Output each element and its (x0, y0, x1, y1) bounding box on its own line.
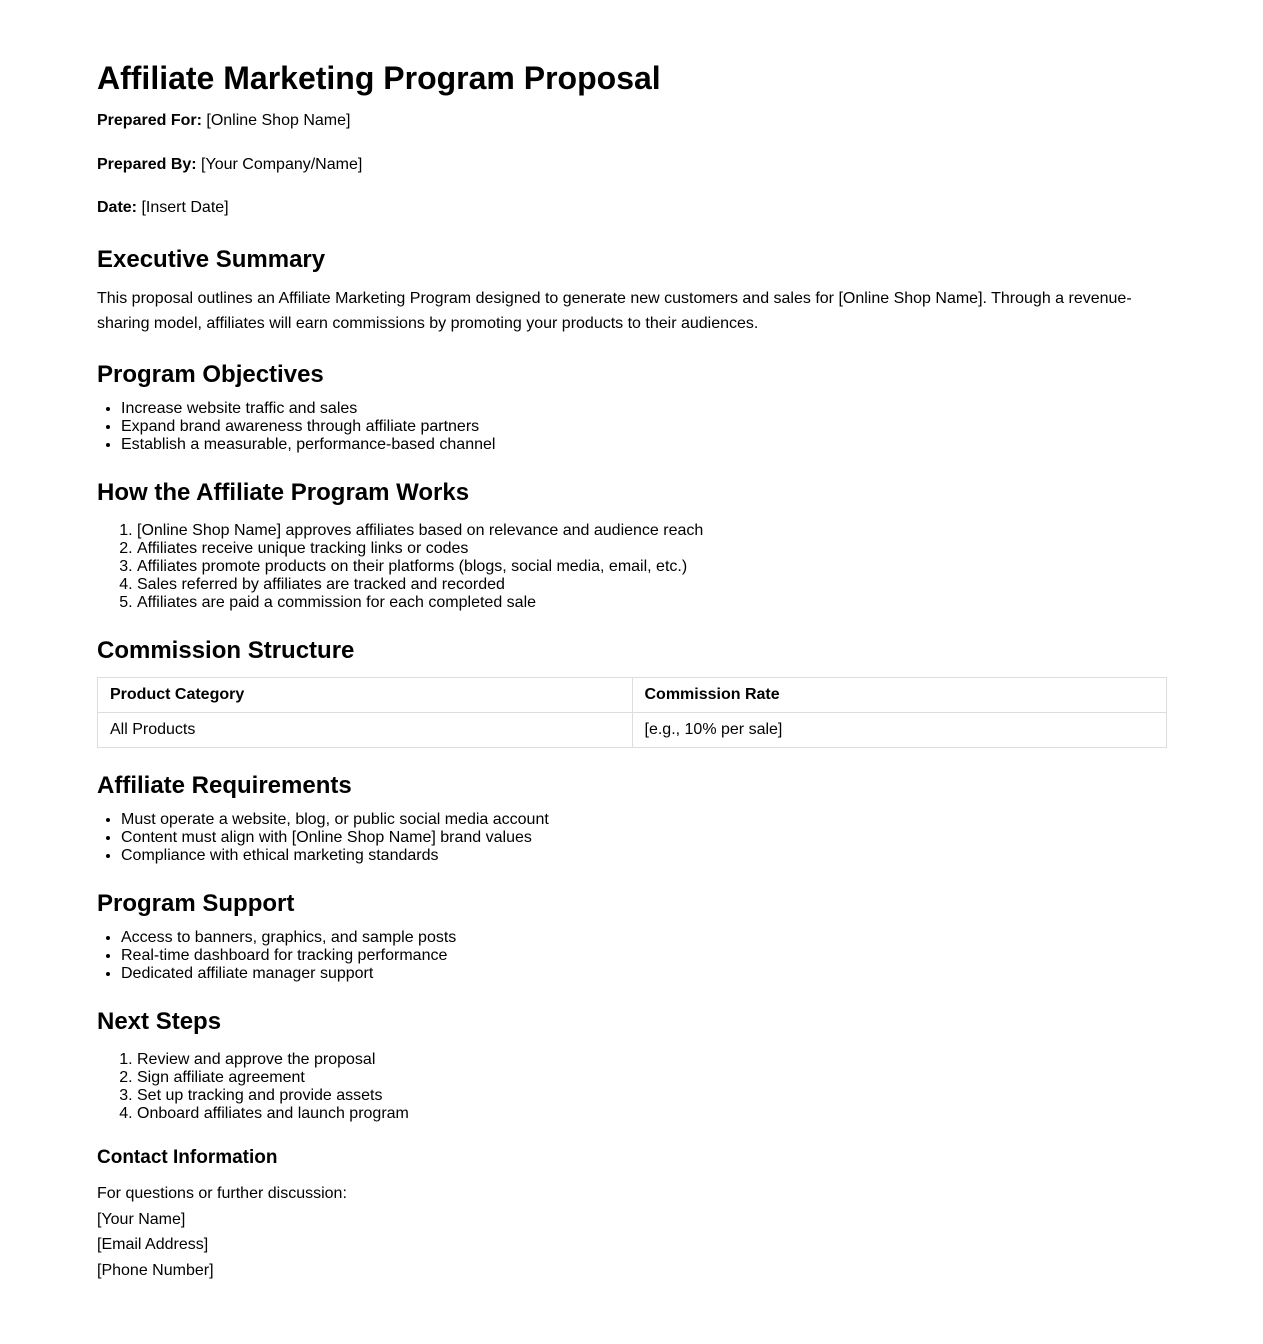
column-header-commission-rate: Commission Rate (632, 678, 1167, 713)
table-row (98, 713, 1167, 748)
page-title: Affiliate Marketing Program Proposal (97, 60, 661, 96)
table-cell: [e.g., 10% per sale] (632, 713, 1167, 748)
contact-email: [Email Address] (97, 1236, 209, 1253)
requirements-heading: Affiliate Requirements (97, 772, 352, 799)
prepared-for-value: [Online Shop Name] (201, 112, 351, 129)
contact-heading: Contact Information (97, 1147, 278, 1168)
objectives-list (97, 400, 495, 454)
how-it-works-list (97, 522, 703, 612)
list-item: • Real-time dashboard for tracking performance (121, 947, 456, 965)
list-item: • Establish a measurable, performance-based channel (121, 436, 495, 454)
commission-heading: Commission Structure (97, 637, 355, 664)
date-line (97, 198, 229, 218)
table-cell: All Products (98, 713, 633, 748)
list-item: 1. [Online Shop Name] approves affiliates based on relevance and audience reach (137, 522, 703, 540)
list-item: • Expand brand awareness through affiliate partners (121, 418, 495, 436)
list-item: 4. Sales referred by affiliates are tracked and recorded (137, 576, 703, 594)
how-it-works-heading: How the Affiliate Program Works (97, 479, 470, 506)
prepared-by-line (97, 155, 362, 175)
next-steps-list (97, 1051, 409, 1123)
executive-summary-text: This proposal outlines an Affiliate Marketing Program designed to generate new customers and sales for [Online Shop Name]. Through a revenue-sharing model, affiliates will earn commissions by promoting your products to their audiences. (97, 290, 1132, 332)
list-item: 2. Affiliates receive unique tracking links or codes (137, 540, 703, 558)
list-item: • Increase website traffic and sales (121, 400, 495, 418)
date-label: Date: (97, 199, 138, 216)
prepared-by-value: [Your Company/Name] (196, 156, 363, 173)
prepared-for-label: Prepared For: (97, 112, 202, 129)
executive-summary-heading: Executive Summary (97, 246, 326, 273)
list-item: • Access to banners, graphics, and sample posts (121, 929, 456, 947)
contact-name: [Your Name] (97, 1211, 186, 1228)
support-list (97, 929, 456, 983)
commission-table (97, 677, 1167, 748)
contact-intro: For questions or further discussion: (97, 1185, 347, 1202)
requirements-list (97, 811, 549, 865)
date-value: [Insert Date] (137, 199, 229, 216)
objectives-heading: Program Objectives (97, 361, 324, 388)
list-item: 3. Set up tracking and provide assets (137, 1087, 409, 1105)
prepared-by-label: Prepared By: (97, 156, 197, 173)
list-item: 5. Affiliates are paid a commission for each completed sale (137, 594, 703, 612)
list-item: • Must operate a website, blog, or public social media account (121, 811, 549, 829)
list-item: 2. Sign affiliate agreement (137, 1069, 409, 1087)
prepared-for-line (97, 111, 350, 131)
contact-phone: [Phone Number] (97, 1262, 214, 1279)
list-item: 1. Review and approve the proposal (137, 1051, 409, 1069)
next-steps-heading: Next Steps (97, 1008, 222, 1035)
list-item: 3. Affiliates promote products on their platforms (blogs, social media, email, etc.) (137, 558, 703, 576)
list-item: • Compliance with ethical marketing standards (121, 847, 549, 865)
list-item: • Content must align with [Online Shop Name] brand values (121, 829, 549, 847)
list-item: 4. Onboard affiliates and launch program (137, 1105, 409, 1123)
support-heading: Program Support (97, 890, 295, 917)
column-header-product-category: Product Category (98, 678, 633, 713)
table-header-row (98, 678, 1167, 713)
list-item: • Dedicated affiliate manager support (121, 965, 456, 983)
